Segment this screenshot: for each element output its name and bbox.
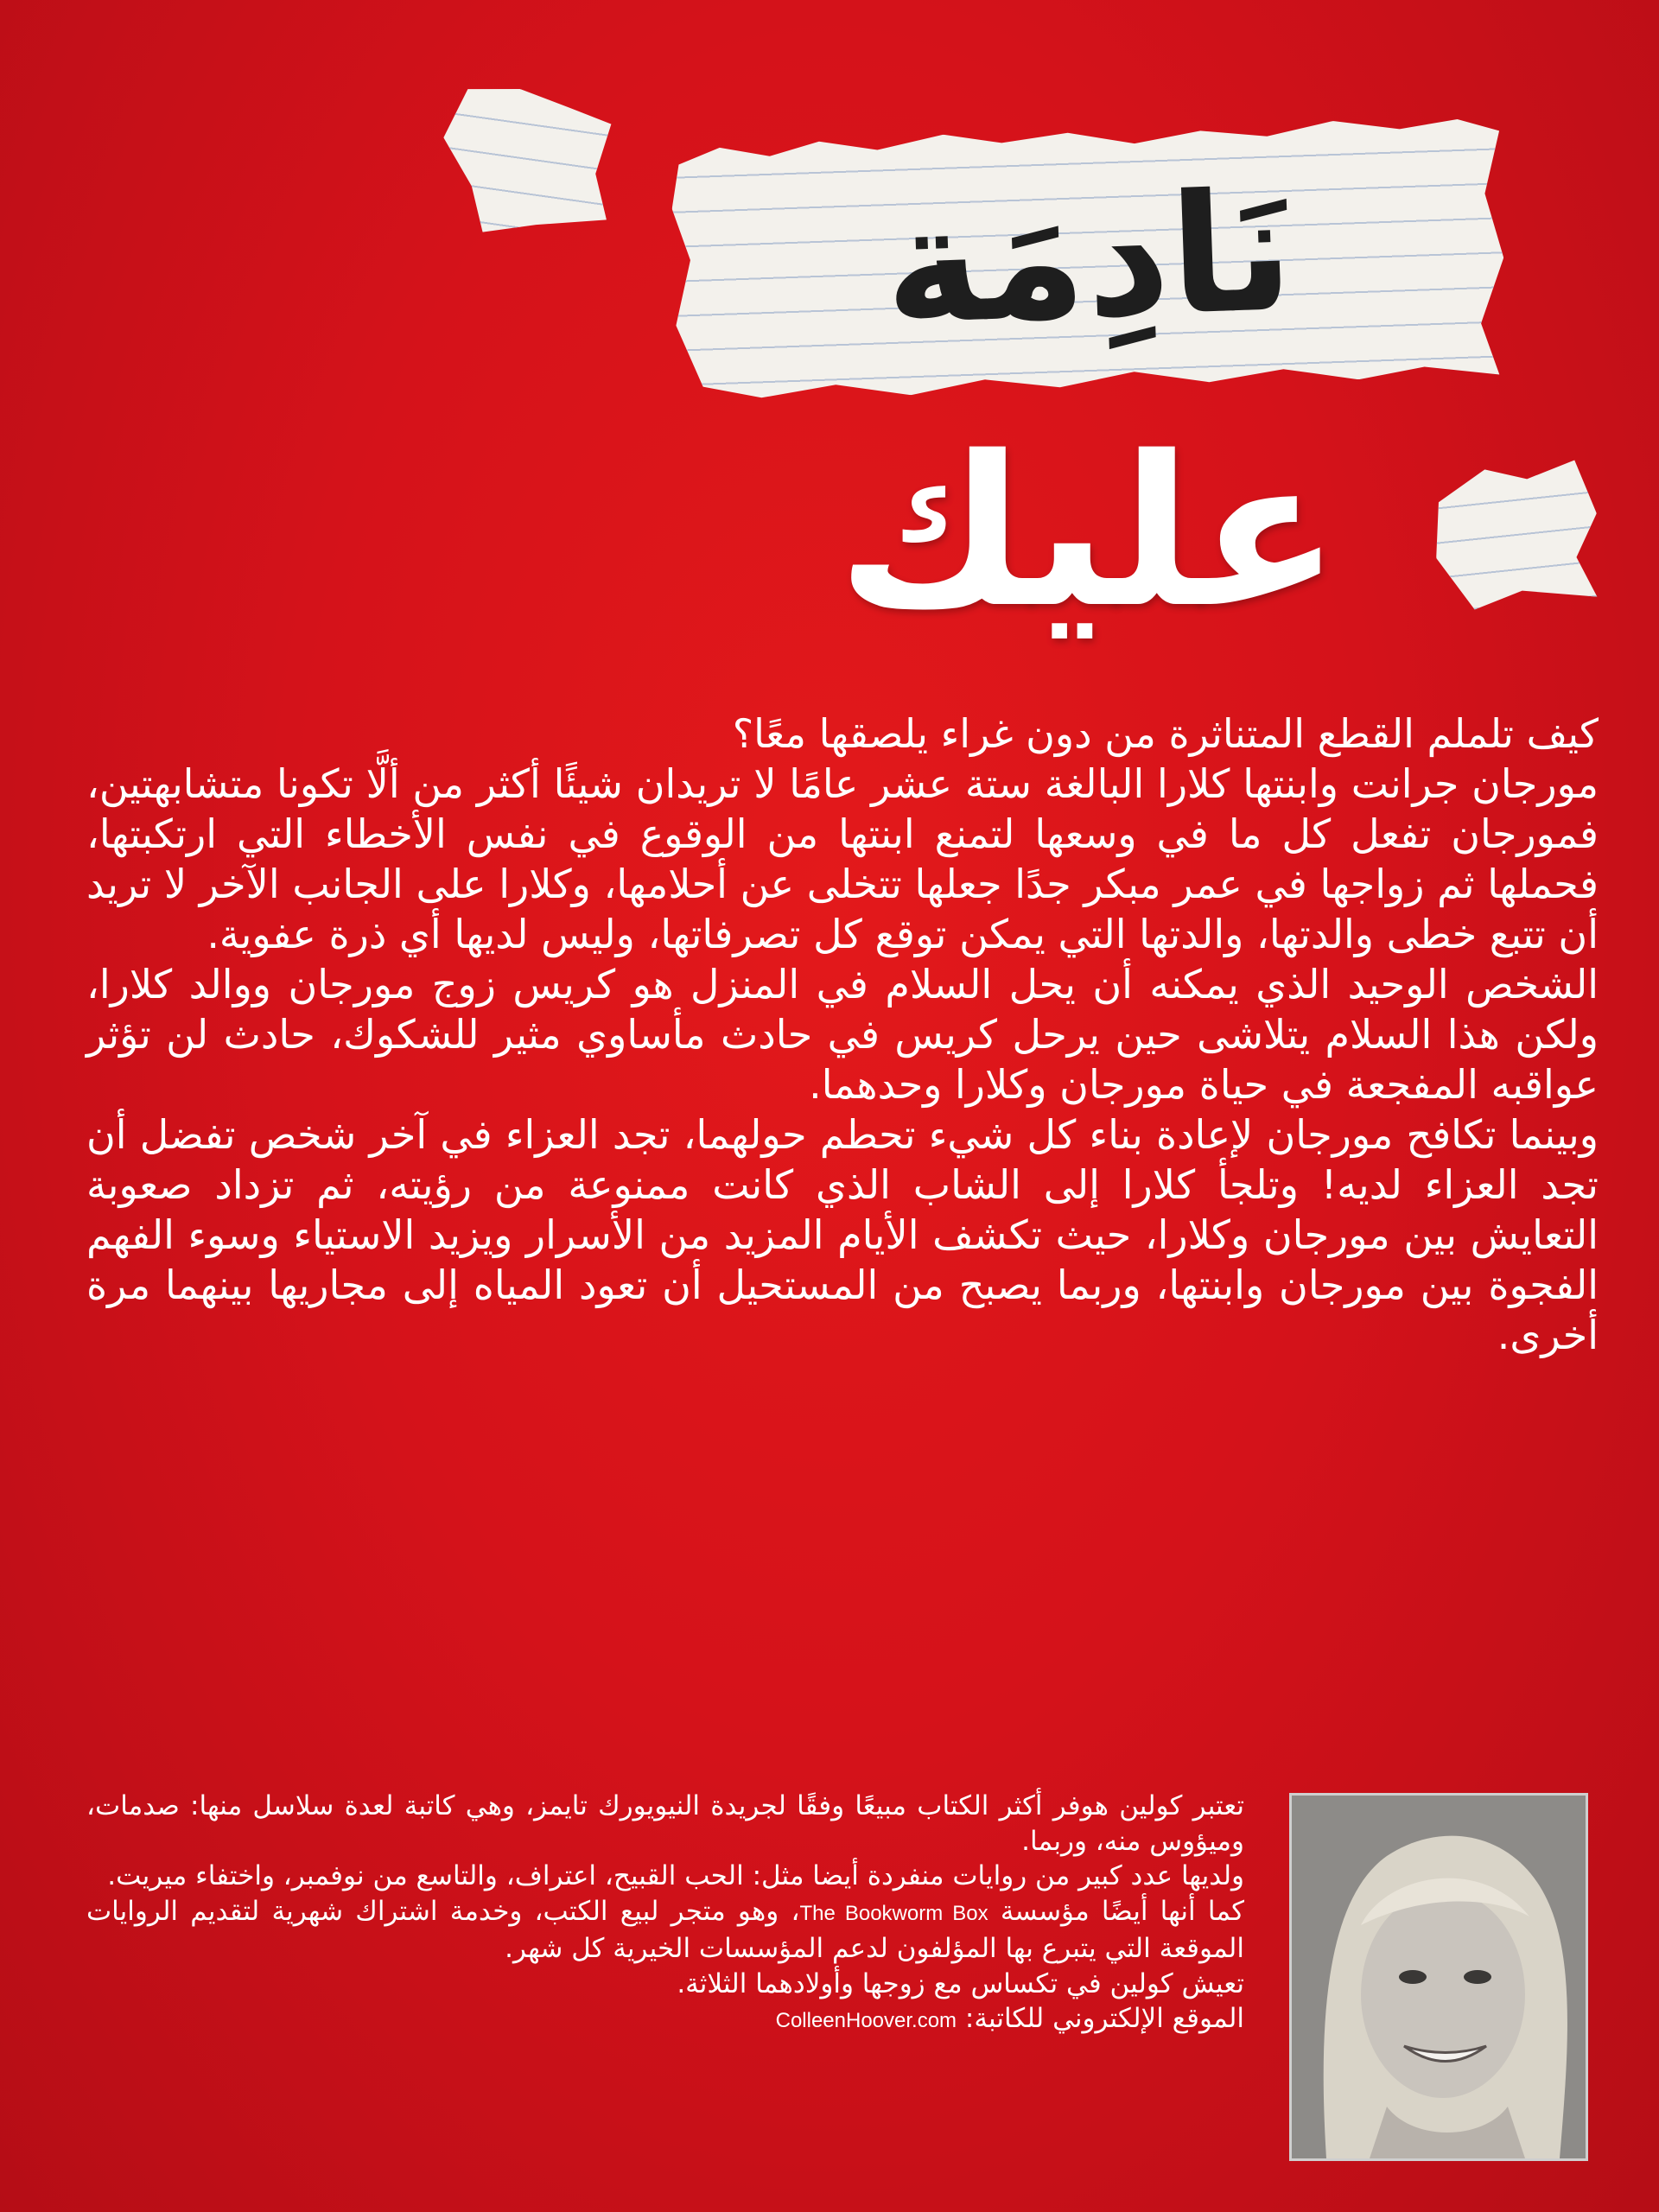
bio-line [86, 2001, 1244, 2039]
website-label: الموقع الإلكتروني للكاتبة: [964, 2003, 1244, 2034]
bio-text: ، وهو متجر لبيع الكتب، وخدمة اشتراك شهرية لتقديم الروايات الموقعة التي يتبرع بها المؤلفون لدعم المؤسسات الخيرية كل شهر. [86, 1895, 1244, 1964]
torn-paper-scrap [431, 79, 623, 249]
bio-line: ولديها عدد كبير من روايات منفردة أيضا مثل: الحب القبيح، اعتراف، والتاسع من نوفمبر، واختفاء ميريت. [107, 1860, 1244, 1891]
torn-paper-scrap [1427, 459, 1605, 613]
book-title-line-2: عليك [836, 411, 1341, 653]
blurb-paragraph: وبينما تكافح مورجان لإعادة بناء كل شيء تحطم حولهما، تجد العزاء في آخر شخص تفضل أن تجد العزاء لديه! وتلجأ كلارا إلى الشاب الذي كانت ممنوعة من رؤيته، ثم تزداد صعوبة التعايش بين مورجان وكلارا، حيث تكشف الأيام المزيد من الأسرار ويزيد الاستياء وسوء الفهم الفجوة بين مورجان وابنتها، وربما يصبح من المستحيل أن تعود المياه إلى مجاريها بينهما مرة أخرى. [86, 1111, 1599, 1358]
blurb-question: كيف تلملم القطع المتناثرة من دون غراء يلصقها معًا؟ [732, 710, 1599, 757]
blurb-paragraph: مورجان جرانت وابنتها كلارا البالغة ستة عشر عامًا لا تريدان شيئًا أكثر من ألَّا تكونا متشابهتين، فمورجان تفعل كل ما في وسعها لتمنع ابنتها من الوقوع في نفس الأخطاء التي ارتكبتها، فحملها ثم زواجها في عمر مبكر جدًا جعلها تتخلى عن أحلامها، وكلارا على الجانب الآخر لا تريد أن تتبع خطى والدتها، والدتها التي يمكن توقع كل تصرفاتها، وليس لديها أي ذرة عفوية. [86, 760, 1599, 957]
bookworm-box-brand: The Bookworm Box [799, 1901, 988, 1925]
author-website: ColleenHoover.com [775, 2009, 957, 2032]
author-photo [1289, 1793, 1588, 2161]
author-bio [86, 1789, 1244, 2039]
bio-line: تعيش كولين في تكساس مع زوجها وأولادهما الثلاثة. [677, 1967, 1244, 1999]
bio-line [86, 1894, 1244, 1967]
blurb-paragraph: الشخص الوحيد الذي يمكنه أن يحل السلام في المنزل هو كريس زوج مورجان ووالد كلارا، ولكن هذا السلام يتلاشى حين يرحل كريس في حادث مأساوي مثير للشكوك، حادث لن تؤثر عواقبه المفجعة في حياة مورجان وكلارا وحدهما. [86, 961, 1599, 1108]
bio-text: كما أنها أيضًا مؤسسة [1000, 1895, 1244, 1927]
back-cover-blurb [86, 709, 1599, 1360]
bio-line: تعتبر كولين هوفر أكثر الكتاب مبيعًا وفقًا لجريدة النيويورك تايمز، وهي كاتبة لعدة سلاسل منها: صدمات، وميؤوس منه، وربما. [86, 1790, 1244, 1857]
author-portrait-image [1292, 1796, 1586, 2158]
book-title-line-1: نَادِمَة [880, 156, 1297, 362]
